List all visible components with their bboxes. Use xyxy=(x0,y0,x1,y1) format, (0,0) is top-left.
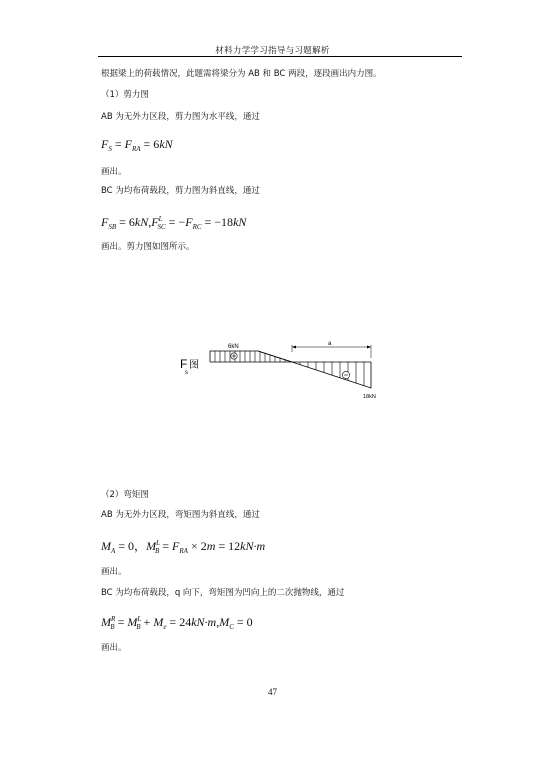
diagram-label-s: s xyxy=(185,370,188,376)
draw-text-4: 画出。 xyxy=(101,643,127,653)
header-rule xyxy=(98,56,462,57)
shear-bc-text: BC 为均布荷载段，剪力图为斜直线，通过 xyxy=(101,186,260,196)
draw-text-1: 画出。 xyxy=(101,167,127,177)
equation-moment-bc: $M^R_B = M^L_B + M_e = 24kN\cdot m,M_C = 0$ xyxy=(101,615,253,631)
diagram-label-fig: 图 xyxy=(189,360,199,371)
value-6kn: 6kN xyxy=(228,344,239,350)
equation-moment-ab: $M_A = 0$，$M^L_B = F_{RA} \times 2m = 12kN\cdot m$ xyxy=(101,539,266,555)
diagram-label-f: F xyxy=(180,357,188,371)
draw-text-2: 画出。剪力图如图所示。 xyxy=(101,242,195,252)
shear-force-diagram xyxy=(178,338,393,408)
moment-ab-text: AB 为无外力区段，弯矩图为斜直线，通过 xyxy=(101,510,260,520)
value-18kn: 18kN xyxy=(363,394,376,400)
moment-heading: （2）弯矩图 xyxy=(101,490,149,500)
page-number: 47 xyxy=(268,687,277,697)
shear-heading: （1）剪力图 xyxy=(101,90,149,100)
shear-ab-text: AB 为无外力区段，剪力图为水平线，通过 xyxy=(101,112,260,122)
draw-text-3: 画出。 xyxy=(101,567,127,577)
span-label-a: a xyxy=(328,341,332,347)
running-header: 材料力学学习指导与习题解析 xyxy=(215,46,330,56)
equation-shear-bc: $F_{SB} = 6kN,F^L_{SC} = -F_{RC} = -18kN$ xyxy=(101,215,247,231)
equation-shear-ab: $F_S = F_{RA} = 6kN$ xyxy=(101,137,173,153)
moment-bc-text: BC 为均布荷载段，q 向下，弯矩图为凹向上的二次抛物线，通过 xyxy=(101,588,345,598)
intro-paragraph: 根据梁上的荷载情况，此题需将梁分为 AB 和 BC 两段，逐段画出内力图。 xyxy=(101,69,382,79)
